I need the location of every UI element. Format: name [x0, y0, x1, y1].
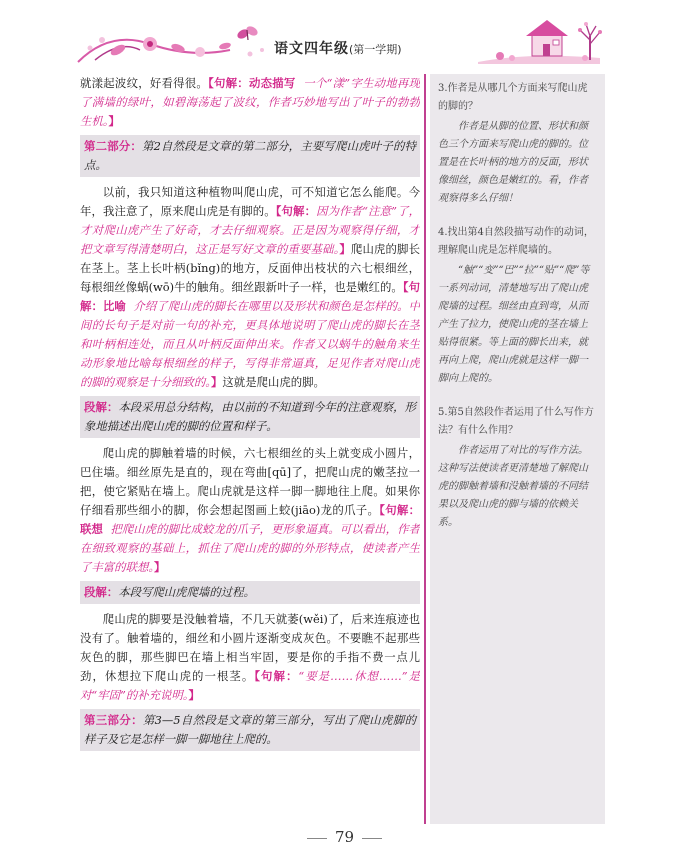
butterfly-icon [236, 25, 259, 41]
page-footer [0, 828, 689, 846]
paragraph-1: 就漾起波纹，好看得很。【句解：动态描写 一个“漾”字生动地再现了满墙的绿叶，如碧海荡起了波纹，作者巧妙地写出了叶子的勃勃生机。】 [80, 76, 420, 128]
question-sidebar [430, 74, 605, 824]
section-note-part2: 第二部分：第2自然段是文章的第二部分，主要写爬山虎叶子的特点。 [80, 135, 420, 177]
answer-5: 作者运用了对比的写作方法。这种写法使读者更清楚地了解爬山虎的脚触着墙和没触着墙的不同结果以及爬山虎的脚与墙的依赖关系。 [438, 445, 588, 528]
section-note-part3: 第三部分：第3—5自然段是文章的第三部分，写出了爬山虎脚的样子及它是怎样一脚一脚地往上爬的。 [80, 709, 420, 751]
annotation-text: 一个“漾”字生动地再现了满墙的绿叶，如碧海荡起了波纹，作者巧妙地写出了叶子的勃勃生机。 [80, 76, 420, 128]
header-decoration [0, 0, 689, 72]
tree-icon [578, 22, 602, 60]
question-5: 5.第5自然段作者运用了什么写作方法？有什么作用？ [438, 407, 594, 436]
footer-dash-left [307, 838, 327, 839]
paragraph-4: 爬山虎的脚要是没触着墙，不几天就萎(wěi)了，后来连痕迹也没有了。触着墙的，细丝和小圆片逐渐变成灰色。不要瞧不起那些灰色的脚，那些脚巴在墙上相当牢固，要是你的手指不费一点儿劲，休想拉下爬山虎的一根茎。【句解：“要是……休想……”是对“牢固”的补充说明。】 [80, 612, 420, 702]
paragraph-note-1: 段解：本段采用总分结构，由以前的不知道到今年的注意观察，形象地描述出爬山虎的脚的位置和样子。 [80, 396, 420, 438]
answer-4: “触”“变”“巴”“拉”“贴”“爬”等一系列动词，清楚地写出了爬山虎爬墙的过程。细丝由直到弯，从而产生了拉力，使爬山虎的茎在墙上贴得很紧。等上面的脚长出来，就再向上爬，爬山虎就是这样一脚一脚向上爬的。 [438, 265, 590, 384]
paragraph-2: 以前，我只知道这种植物叫爬山虎，可不知道它怎么能爬。今年，我注意了，原来爬山虎是有脚的。【句解：因为作者“注意”了，才对爬山虎产生了好奇，才去仔细观察。正是因为观察得仔细，才把文章写得清楚明白，这正是写好文章的重要基础。】爬山虎的脚长在茎上。茎上长叶柄(bǐng)的地方，反面伸出枝状的六七根细丝，每根细丝像蜗(wō)牛的触角。细丝跟新叶子一样，也是嫩红的。【句解：比喻 介绍了爬山虎的脚长在哪里以及形状和颜色是怎样的。中间的长句子是对前一句的补充，更具体地说明了爬山虎的脚长在茎和叶柄相连处，而且从叶柄反面伸出来。作者又以蜗牛的触角来生动形象地比喻每根细丝的样子，写得非常逼真，足见作者对爬山虎的脚的观察是十分细致的。】这就是爬山虎的脚。 [80, 185, 420, 389]
cottage-icon [478, 20, 600, 64]
question-3: 3.作者是从哪几个方面来写爬山虎的脚的？ [438, 83, 588, 112]
page-header [0, 0, 689, 72]
paragraph-3: 爬山虎的脚触着墙的时候，六七根细丝的头上就变成小圆片，巴住墙。细丝原先是直的，现在弯曲[qū]了，把爬山虎的嫩茎拉一把，使它紧贴在墙上。爬山虎就是这样一脚一脚地往上爬。如果你仔细看那些细小的脚，你会想起图画上蛟(jiāo)龙的爪子。【句解：联想 把爬山虎的脚比成蛟龙的爪子，更形象逼真。可以看出，作者在细致观察的基础上，抓住了爬山虎的脚的外形特点，使读者产生了丰富的联想。】 [80, 446, 420, 574]
main-text-column [80, 74, 420, 824]
question-4: 4.找出第4自然段描写动作的动词，理解爬山虎是怎样爬墙的。 [438, 227, 594, 256]
answer-3: 作者是从脚的位置、形状和颜色三个方面来写爬山虎的脚的。位置是在长叶柄的地方的反面，形状像细丝，颜色是嫩红的。看，作者观察得多么仔细！ [438, 121, 588, 204]
page-title [274, 38, 402, 58]
annotation-label: 【句解：动态描写 [208, 76, 296, 90]
title-subtitle: (第一学期) [349, 43, 402, 56]
paragraph-note-2: 段解：本段写爬山虎爬墙的过程。 [80, 581, 420, 604]
footer-dash-right [362, 838, 382, 839]
title-main: 语文四年级 [274, 41, 349, 57]
flower-vine-decoration-icon [78, 37, 264, 62]
content-columns [80, 74, 605, 826]
column-divider [424, 74, 426, 824]
page-number: 79 [334, 828, 355, 846]
